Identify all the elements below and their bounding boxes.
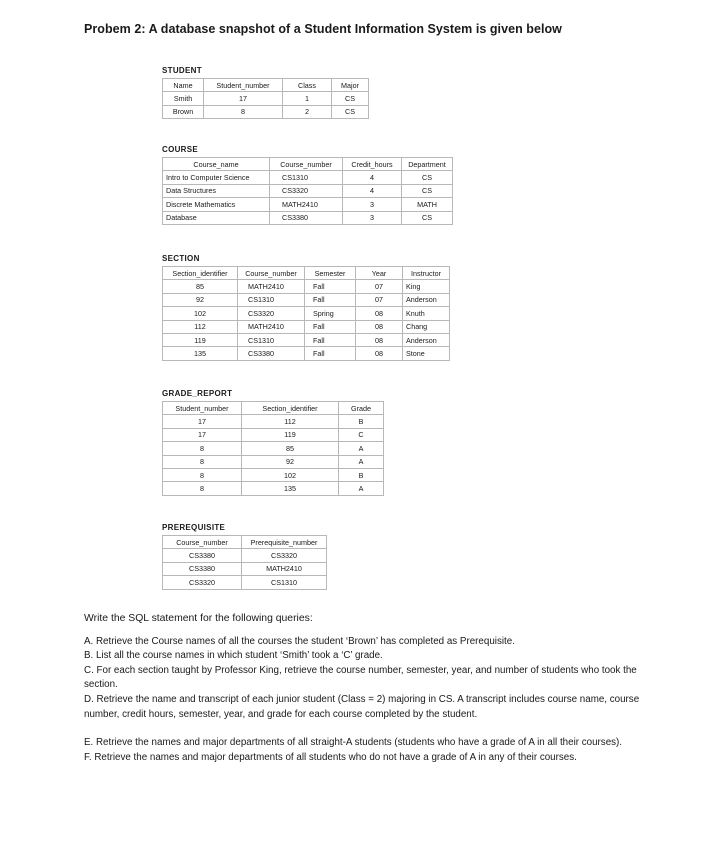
table-row	[163, 320, 450, 333]
table-row	[163, 92, 369, 105]
table-cell: 3	[343, 211, 402, 224]
section-table-title: SECTION	[162, 254, 200, 263]
table-cell: Chang	[403, 320, 450, 333]
table-cell: 92	[242, 455, 339, 468]
table-cell: 4	[343, 184, 402, 197]
column-header: Department	[402, 158, 453, 171]
table-header-row	[163, 536, 327, 549]
table-cell: 92	[163, 293, 238, 306]
column-header: Student_number	[163, 402, 242, 415]
table-row	[163, 468, 384, 481]
table-cell: CS1310	[242, 576, 327, 589]
table-row	[163, 211, 453, 224]
table-cell: 8	[163, 442, 242, 455]
section-table	[162, 266, 450, 361]
table-cell: CS	[402, 171, 453, 184]
table-cell: CS	[332, 92, 369, 105]
table-cell: A	[339, 442, 384, 455]
column-header: Class	[283, 79, 332, 92]
table-cell: CS3320	[238, 307, 305, 320]
table-cell: 8	[163, 468, 242, 481]
table-cell: 85	[242, 442, 339, 455]
table-row	[163, 549, 327, 562]
table-row	[163, 428, 384, 441]
table-cell: 8	[163, 482, 242, 495]
table-cell: MATH	[402, 198, 453, 211]
table-row	[163, 293, 450, 306]
table-cell: Discrete Mathematics	[163, 198, 270, 211]
table-cell: B	[339, 468, 384, 481]
table-cell: Fall	[305, 333, 356, 346]
table-header-row	[163, 402, 384, 415]
table-row	[163, 184, 453, 197]
table-cell: C	[339, 428, 384, 441]
table-cell: Knuth	[403, 307, 450, 320]
column-header: Course_name	[163, 158, 270, 171]
table-cell: 102	[242, 468, 339, 481]
table-cell: CS3380	[270, 211, 343, 224]
table-cell: Data Structures	[163, 184, 270, 197]
table-row	[163, 307, 450, 320]
column-header: Year	[356, 267, 403, 280]
table-cell: Fall	[305, 293, 356, 306]
table-row	[163, 415, 384, 428]
prerequisite-table-title: PREREQUISITE	[162, 523, 226, 532]
column-header: Student_number	[204, 79, 283, 92]
table-cell: CS1310	[270, 171, 343, 184]
table-cell: 85	[163, 280, 238, 293]
table-cell: CS	[332, 105, 369, 118]
table-cell: 08	[356, 347, 403, 360]
table-header-row	[163, 267, 450, 280]
table-row	[163, 442, 384, 455]
table-cell: CS3320	[242, 549, 327, 562]
table-cell: 08	[356, 333, 403, 346]
table-cell: 112	[242, 415, 339, 428]
table-cell: 135	[242, 482, 339, 495]
column-header: Semester	[305, 267, 356, 280]
column-header: Major	[332, 79, 369, 92]
table-cell: CS3320	[163, 576, 242, 589]
table-cell: 08	[356, 320, 403, 333]
column-header: Course_number	[238, 267, 305, 280]
queries-intro: Write the SQL statement for the following queries:	[84, 613, 313, 624]
table-cell: Fall	[305, 347, 356, 360]
table-cell: MATH2410	[270, 198, 343, 211]
table-cell: 3	[343, 198, 402, 211]
table-cell: 112	[163, 320, 238, 333]
table-cell: 07	[356, 280, 403, 293]
table-row	[163, 198, 453, 211]
course-table-block	[162, 145, 453, 225]
table-cell: 07	[356, 293, 403, 306]
query-f: F. Retrieve the names and major departments of all students who do not have a grade of A in any of their courses.	[84, 751, 577, 763]
table-cell: Spring	[305, 307, 356, 320]
table-row	[163, 105, 369, 118]
query-d: D. Retrieve the name and transcript of each junior student (Class = 2) majoring in CS. A transcript includes course name, course number, credit hours, semester, year, and grade for each course completed by the student.	[84, 693, 640, 720]
grade-report-table-title: GRADE_REPORT	[162, 389, 233, 398]
queries-section	[84, 612, 644, 765]
table-cell: 102	[163, 307, 238, 320]
table-cell: Fall	[305, 320, 356, 333]
table-row	[163, 455, 384, 468]
table-cell: 135	[163, 347, 238, 360]
table-cell: CS3380	[163, 562, 242, 575]
table-cell: 119	[242, 428, 339, 441]
table-cell: CS1310	[238, 293, 305, 306]
table-cell: 2	[283, 105, 332, 118]
table-cell: 119	[163, 333, 238, 346]
column-header: Credit_hours	[343, 158, 402, 171]
table-row	[163, 171, 453, 184]
table-cell: CS3380	[238, 347, 305, 360]
table-cell: CS1310	[238, 333, 305, 346]
table-cell: Intro to Computer Science	[163, 171, 270, 184]
student-table-block	[162, 66, 369, 119]
column-header: Name	[163, 79, 204, 92]
prerequisite-table	[162, 535, 327, 590]
column-header: Grade	[339, 402, 384, 415]
table-cell: 8	[163, 455, 242, 468]
query-c: C. For each section taught by Professor King, retrieve the course number, semester, year, and number of students who took the section.	[84, 664, 637, 691]
query-a: A. Retrieve the Course names of all the courses the student ‘Brown’ has completed as Prerequisite.	[84, 635, 515, 647]
table-row	[163, 280, 450, 293]
table-header-row	[163, 158, 453, 171]
table-cell: CS3380	[163, 549, 242, 562]
table-cell: MATH2410	[242, 562, 327, 575]
table-cell: 17	[204, 92, 283, 105]
column-header: Section_identifier	[242, 402, 339, 415]
table-cell: 08	[356, 307, 403, 320]
table-row	[163, 482, 384, 495]
table-cell: Brown	[163, 105, 204, 118]
table-cell: Smith	[163, 92, 204, 105]
course-table-title: COURSE	[162, 145, 199, 154]
table-cell: Fall	[305, 280, 356, 293]
table-header-row	[163, 79, 369, 92]
table-cell: Stone	[403, 347, 450, 360]
course-table	[162, 157, 453, 225]
student-table	[162, 78, 369, 119]
table-cell: CS	[402, 211, 453, 224]
grade-report-table-block	[162, 389, 384, 496]
table-row	[163, 347, 450, 360]
table-cell: King	[403, 280, 450, 293]
table-cell: MATH2410	[238, 280, 305, 293]
table-cell: MATH2410	[238, 320, 305, 333]
table-cell: Anderson	[403, 293, 450, 306]
table-cell: Database	[163, 211, 270, 224]
prerequisite-table-block	[162, 523, 327, 590]
table-row	[163, 562, 327, 575]
column-header: Instructor	[403, 267, 450, 280]
table-cell: A	[339, 455, 384, 468]
table-cell: 17	[163, 415, 242, 428]
table-cell: B	[339, 415, 384, 428]
column-header: Section_identifier	[163, 267, 238, 280]
table-cell: Anderson	[403, 333, 450, 346]
table-cell: CS	[402, 184, 453, 197]
column-header: Prerequisite_number	[242, 536, 327, 549]
table-cell: A	[339, 482, 384, 495]
table-row	[163, 333, 450, 346]
table-cell: 17	[163, 428, 242, 441]
column-header: Course_number	[163, 536, 242, 549]
table-cell: CS3320	[270, 184, 343, 197]
query-b: B. List all the course names in which student ‘Smith’ took a ‘C’ grade.	[84, 650, 383, 662]
table-row	[163, 576, 327, 589]
column-header: Course_number	[270, 158, 343, 171]
table-cell: 8	[204, 105, 283, 118]
page-title: Probem 2: A database snapshot of a Student Information System is given below	[84, 22, 562, 36]
section-table-block	[162, 254, 450, 361]
query-e: E. Retrieve the names and major departments of all straight-A students (students who have a grade of A in all their courses).	[84, 737, 623, 749]
table-cell: 4	[343, 171, 402, 184]
grade-report-table	[162, 401, 384, 496]
student-table-title: STUDENT	[162, 66, 202, 75]
table-cell: 1	[283, 92, 332, 105]
